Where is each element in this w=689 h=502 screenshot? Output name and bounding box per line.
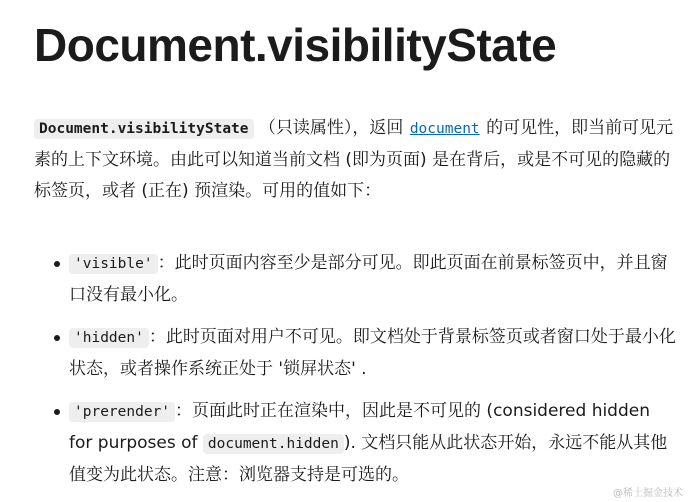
document-link[interactable]	[409, 118, 481, 138]
intro-paragraph	[34, 113, 674, 207]
page-title: Document.visibilityState	[34, 19, 557, 71]
state-desc-prerender-before: ：页面此时正在渲染中，因此是不可见的 (considered hidden for purposes of	[69, 401, 651, 453]
property-code: Document.visibilityState	[34, 119, 254, 139]
intro-rest: 的可见性，即当前可见元素的上下文环境。由此可以知道当前文档 (即为页面) 是在背后，或是不可见的隐藏的标签页，或者 (正在) 预渲染。可用的值如下：	[34, 118, 674, 201]
bullet-icon	[54, 409, 60, 415]
list-item-visible	[34, 248, 678, 311]
state-desc-prerender-after: ). 文档只能从此状态开始，永远不能从其他值变为此状态。注意：浏览器支持是可选的。	[69, 433, 668, 485]
list-item-hidden	[34, 322, 678, 385]
state-code-prerender: 'prerender'	[69, 402, 175, 422]
document-hidden-code: document.hidden	[203, 434, 344, 454]
watermark: @稀土掘金技术	[613, 488, 683, 499]
returns-text: ，返回	[352, 118, 404, 138]
document-link-code: document	[409, 121, 480, 137]
state-desc-visible: ：此时页面内容至少是部分可见。即此页面在前景标签页中，并且窗口没有最小化。	[69, 253, 668, 305]
bullet-icon	[54, 261, 60, 267]
bullet-icon	[54, 335, 60, 341]
readonly-note: （只读属性）	[258, 118, 353, 138]
state-code-visible: 'visible'	[69, 254, 158, 274]
state-desc-hidden: ：此时页面对用户不可见。即文档处于背景标签页或者窗口处于最小化状态，或者操作系统正处于 '锁屏状态' .	[69, 327, 676, 379]
list-item-prerender	[34, 396, 678, 491]
state-code-hidden: 'hidden'	[69, 328, 149, 348]
state-list	[34, 248, 678, 502]
